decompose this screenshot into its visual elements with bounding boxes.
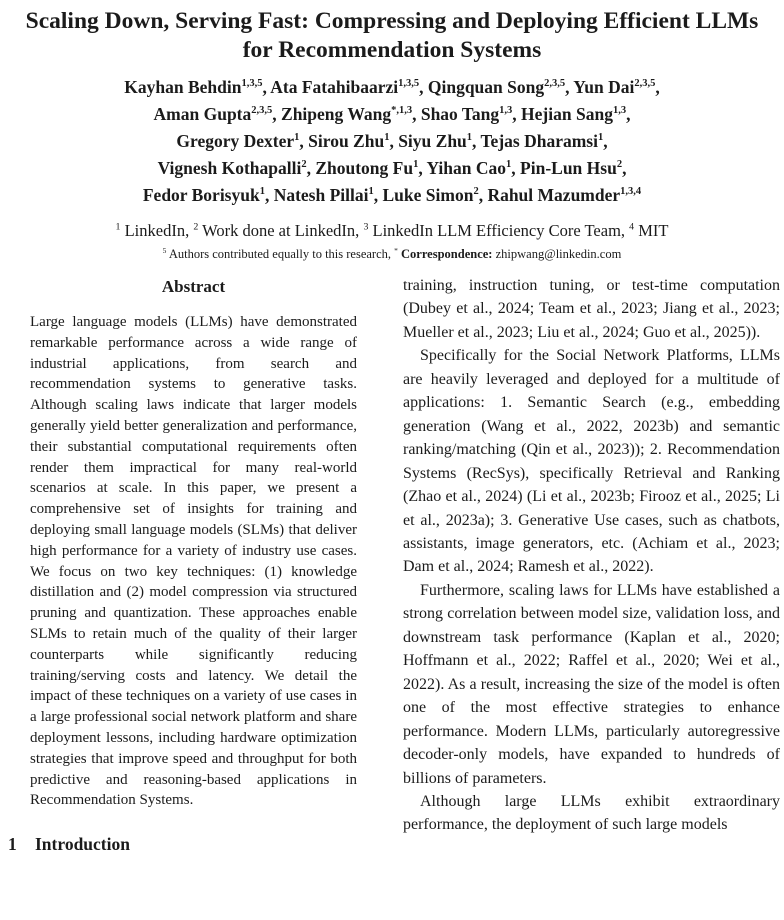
affiliation-line: $^1$ LinkedIn, $^2$ Work done at LinkedIn, $^3$ LinkedIn LLM Efficiency Core Team, $^4$ MIT — [115, 221, 669, 240]
author-affiliation-sup: 2,3,5 — [251, 105, 273, 117]
abstract-text: Large language models (LLMs) have demonstrated remarkable performance across a wide range of industrial applications, from search and recommendation systems to generative tasks. Although scaling laws indicate that larger models generally yield better generalization and performance, their substantial computational requirements often render them impractical for many real-world scenarios at scale. In this paper, we present a comprehensive set of insights for training and deploying small language models (SLMs) that deliver high performance for a variety of industry use cases. We focus on two key techniques: (1) knowledge distillation and (2) model compression via structured pruning and quantization. These approaches enable SLMs to retain much of the quality of their larger counterparts while significantly reducing training/serving costs and latency. We detail the impact of these techniques on a variety of use cases in a large professional social network platform and share deployment lessons, including hardware optimization strategies that improve speed and throughput for both predictive and reasoning-based applications in Recommendation Systems. — [30, 314, 357, 809]
author-name: Fedor Borisyuk — [142, 185, 260, 205]
affiliation-marker: 3 — [363, 221, 369, 233]
author-affiliation-sup: 1 — [466, 132, 473, 144]
bold-label: Correspondence: — [401, 247, 493, 261]
author-name: Hejian Sang — [521, 104, 613, 124]
author-affiliation-sup: 1 — [384, 132, 390, 144]
affiliation-marker: 1 — [115, 221, 121, 233]
author-line: Gregory Dexter$^1$, Sirou Zhu$^1$, Siyu Zhu$^1$, Tejas Dharamsi$^1$, — [176, 131, 608, 151]
intro-paragraph-continuation: training, instruction tuning, or test-time computation (Dubey et al., 2024; Team et al., 2023; Jiang et al., 2023; Mueller et al., 2023; Liu et al., 2024; Guo et al., 2025)). — [403, 277, 780, 341]
author-name: Zhoutong Fu — [315, 158, 414, 178]
author-name: Siyu Zhu — [398, 131, 467, 151]
author-affiliation-sup: 1,3,4 — [620, 186, 642, 198]
section-heading-introduction — [8, 832, 360, 856]
intro-paragraph-deployment: Although large LLMs exhibit extraordinary performance, the deployment of such large models — [403, 792, 780, 834]
affiliation-marker: 4 — [629, 221, 635, 233]
author-affiliation-sup: 1 — [368, 186, 374, 198]
footnote-line: $^5$ Authors contributed equally to this research, * Correspondence: zhipwang@linkedin.com — [162, 245, 622, 261]
footnote-marker: 5 — [162, 245, 167, 255]
paper-title — [10, 7, 774, 65]
author-line: Kayhan Behdin$^{1,3,5}$, Ata Fatahibaarzi$^{1,3,5}$, Qingquan Song$^{2,3,5}$, Yun Dai$^{2,3,5}$, — [124, 77, 660, 97]
author-affiliation-sup: 1 — [413, 159, 419, 171]
author-affiliation-sup: 2,3,5 — [634, 78, 656, 90]
right-column — [403, 274, 780, 856]
author-name: Yun Dai — [573, 77, 635, 97]
author-line: Vignesh Kothapalli$^2$, Zhoutong Fu$^1$, Yihan Cao$^1$, Pin-Lun Hsu$^2$, — [157, 158, 627, 178]
author-name: Luke Simon — [382, 185, 474, 205]
author-affiliation-sup: 1 — [294, 132, 300, 144]
author-name: Vignesh Kothapalli — [157, 158, 302, 178]
author-affiliation-sup: 2,3,5 — [544, 78, 566, 90]
section-number: 1 — [8, 834, 17, 855]
author-affiliation-sup: *,1,3 — [391, 105, 413, 117]
author-affiliation-sup: 1,3,5 — [398, 78, 420, 90]
intro-paragraph-scaling-laws: Furthermore, scaling laws for LLMs have established a strong correlation between model size, validation loss, and downstream task performance (Kaplan et al., 2020; Hoffmann et al., 2022; Raffel et al., 2020; Wei et al., 2022). As a result, increasing the size of the model is often one of the most effective strategies to enhance performance. Modern LLMs, particularly autoregressive decoder-only models, have expanded to hundreds of billions of parameters. — [403, 581, 780, 787]
paper-page — [0, 7, 784, 920]
author-affiliation-sup: 2 — [473, 186, 479, 198]
author-affiliation-sup: 1 — [597, 132, 604, 144]
author-name: Rahul Mazumder — [487, 185, 621, 205]
author-affiliation-sup: 1,3,5 — [241, 78, 263, 90]
author-block — [0, 74, 784, 209]
author-name: Ata Fatahibaarzi — [270, 77, 399, 97]
paper-title-line-1: Scaling Down, Serving Fast: Compressing and Deploying Efficient LLMs — [25, 8, 759, 34]
author-name: Kayhan Behdin — [124, 77, 242, 97]
author-name: Sirou Zhu — [308, 131, 385, 151]
left-column — [8, 274, 360, 856]
author-affiliation-sup: 1,3 — [612, 105, 627, 117]
author-name: Yihan Cao — [426, 158, 507, 178]
author-name: Gregory Dexter — [176, 131, 295, 151]
author-affiliation-sup: 2 — [616, 159, 623, 171]
author-name: Qingquan Song — [427, 77, 545, 97]
section-title: Introduction — [35, 834, 130, 855]
author-line: Aman Gupta$^{2,3,5}$, Zhipeng Wang$^{*,1,3}$, Shao Tang$^{1,3}$, Hejian Sang$^{1,3}$, — [153, 104, 631, 124]
paper-title-line-2: for Recommendation Systems — [242, 37, 542, 63]
author-name: Tejas Dharamsi — [480, 131, 598, 151]
two-column-body — [0, 274, 784, 856]
author-line: Fedor Borisyuk$^1$, Natesh Pillai$^1$, Luke Simon$^2$, Rahul Mazumder$^{1,3,4}$ — [142, 185, 642, 205]
affiliation-marker: 2 — [193, 221, 199, 233]
author-name: Aman Gupta — [153, 104, 252, 124]
author-affiliation-sup: 2 — [301, 159, 307, 171]
author-affiliation-sup: 1,3 — [499, 105, 513, 117]
author-affiliation-sup: 1 — [259, 186, 265, 198]
intro-paragraph-applications: Specifically for the Social Network Platforms, LLMs are heavily leveraged and deployed for a multitude of applications: 1. Semantic Search (e.g., embedding generation (Wang et al., 2022, 2023b) and semantic ranking/matching (Qin et al., 2023)); 2. Recommendation Systems (RecSys), specifically Retrieval and Ranking (Zhao et al., 2024) (Li et al., 2023b; Firooz et al., 2025; Li et al., 2023a); 3. Generative Use cases, such as chatbots, assistants, image generators, etc. (Achiam et al., 2023; Dam et al., 2024; Ramesh et al., 2022). — [403, 347, 780, 576]
author-name: Zhipeng Wang — [281, 104, 392, 124]
author-name: Natesh Pillai — [273, 185, 369, 205]
author-name: Pin-Lun Hsu — [520, 158, 617, 178]
footnote-marker: * — [394, 245, 398, 255]
abstract-heading: Abstract — [161, 277, 226, 296]
author-affiliation-sup: 1 — [506, 159, 512, 171]
author-name: Shao Tang — [420, 104, 500, 124]
